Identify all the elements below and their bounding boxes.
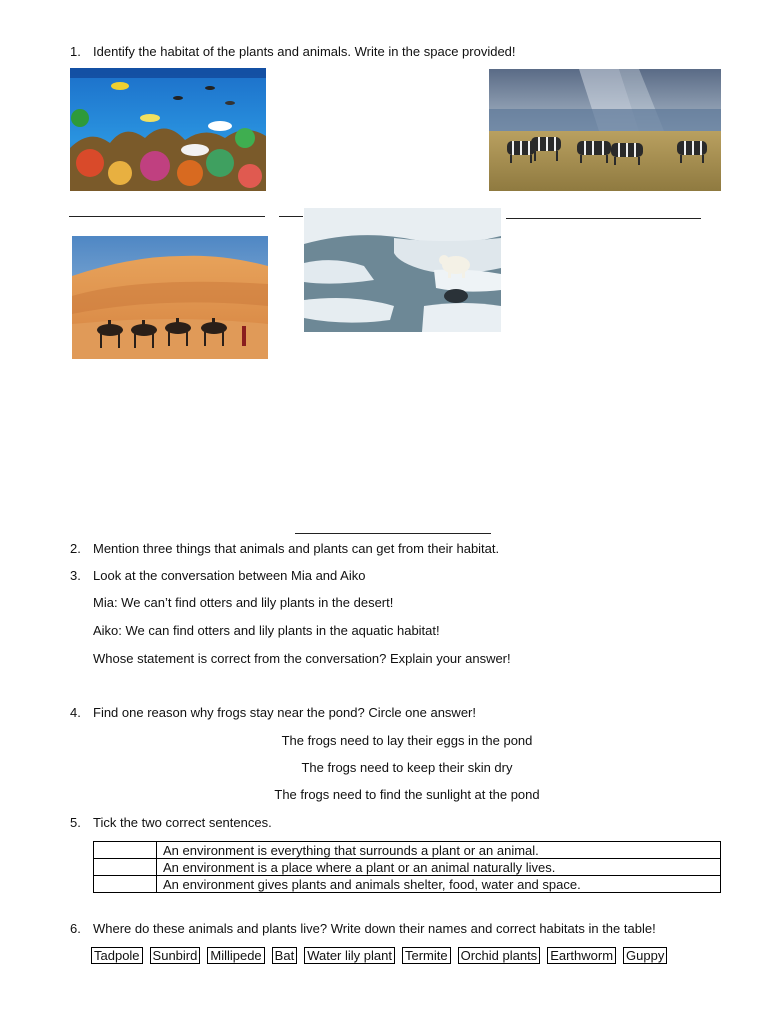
- answer-option[interactable]: The frogs need to find the sunlight at the pond: [274, 787, 540, 802]
- answer-line-coral-reef[interactable]: [69, 216, 265, 217]
- word-bank: [91, 947, 674, 965]
- question-3: [70, 568, 365, 584]
- question-5: [70, 815, 272, 831]
- word-chip: Termite: [402, 947, 451, 964]
- answer-line-arctic[interactable]: [279, 216, 303, 217]
- tick-box[interactable]: [94, 842, 157, 859]
- word-chip: Orchid plants: [458, 947, 541, 964]
- word-chip: Water lily plant: [304, 947, 395, 964]
- word-chip: Earthworm: [547, 947, 616, 964]
- table-row: [94, 876, 721, 893]
- question-2-number: 2.: [70, 541, 81, 556]
- answer-option[interactable]: The frogs need to lay their eggs in the pond: [281, 733, 533, 748]
- question-4-number: 4.: [70, 705, 81, 720]
- table-row: [94, 842, 721, 859]
- question-6: [70, 921, 656, 937]
- question-3-number: 3.: [70, 568, 81, 583]
- question-1: [70, 44, 516, 60]
- question-3-text: Look at the conversation between Mia and Aiko: [93, 568, 366, 583]
- tick-box[interactable]: [94, 876, 157, 893]
- sentence-cell: An environment is a place where a plant or an animal naturally lives.: [157, 859, 721, 876]
- savanna-zebras-photo: [489, 69, 721, 191]
- question-6-number: 6.: [70, 921, 81, 936]
- question-1-number: 1.: [70, 44, 81, 59]
- answer-option[interactable]: The frogs need to keep their skin dry: [301, 760, 513, 775]
- sentence-cell: An environment is everything that surrounds a plant or an animal.: [157, 842, 721, 859]
- aiko-statement: Aiko: We can find otters and lily plants in the aquatic habitat!: [93, 623, 440, 638]
- question-6-text: Where do these animals and plants live? Write down their names and correct habitats in the table!: [93, 921, 656, 936]
- sentence-cell: An environment gives plants and animals shelter, food, water and space.: [157, 876, 721, 893]
- desert-camels-photo: [72, 236, 268, 359]
- word-chip: Millipede: [207, 947, 264, 964]
- tick-box[interactable]: [94, 859, 157, 876]
- tick-table: [93, 841, 721, 893]
- question-1-text: Identify the habitat of the plants and animals. Write in the space provided!: [93, 44, 516, 59]
- question-3-prompt: Whose statement is correct from the conversation? Explain your answer!: [93, 651, 511, 666]
- question-2-text: Mention three things that animals and plants can get from their habitat.: [93, 541, 500, 556]
- word-chip: Bat: [272, 947, 298, 964]
- word-chip: Guppy: [623, 947, 667, 964]
- question-5-text: Tick the two correct sentences.: [93, 815, 272, 830]
- word-chip: Tadpole: [91, 947, 143, 964]
- word-chip: Sunbird: [150, 947, 201, 964]
- mia-statement: Mia: We can’t find otters and lily plants in the desert!: [93, 595, 394, 610]
- answer-line-desert[interactable]: [295, 533, 491, 534]
- arctic-polar-bear-photo: [304, 208, 501, 332]
- question-4: [70, 705, 476, 721]
- coral-reef-photo: [70, 68, 266, 191]
- table-row: [94, 859, 721, 876]
- question-2: [70, 541, 499, 557]
- answer-line-savanna[interactable]: [506, 218, 701, 219]
- question-5-number: 5.: [70, 815, 81, 830]
- question-4-text: Find one reason why frogs stay near the pond? Circle one answer!: [93, 705, 476, 720]
